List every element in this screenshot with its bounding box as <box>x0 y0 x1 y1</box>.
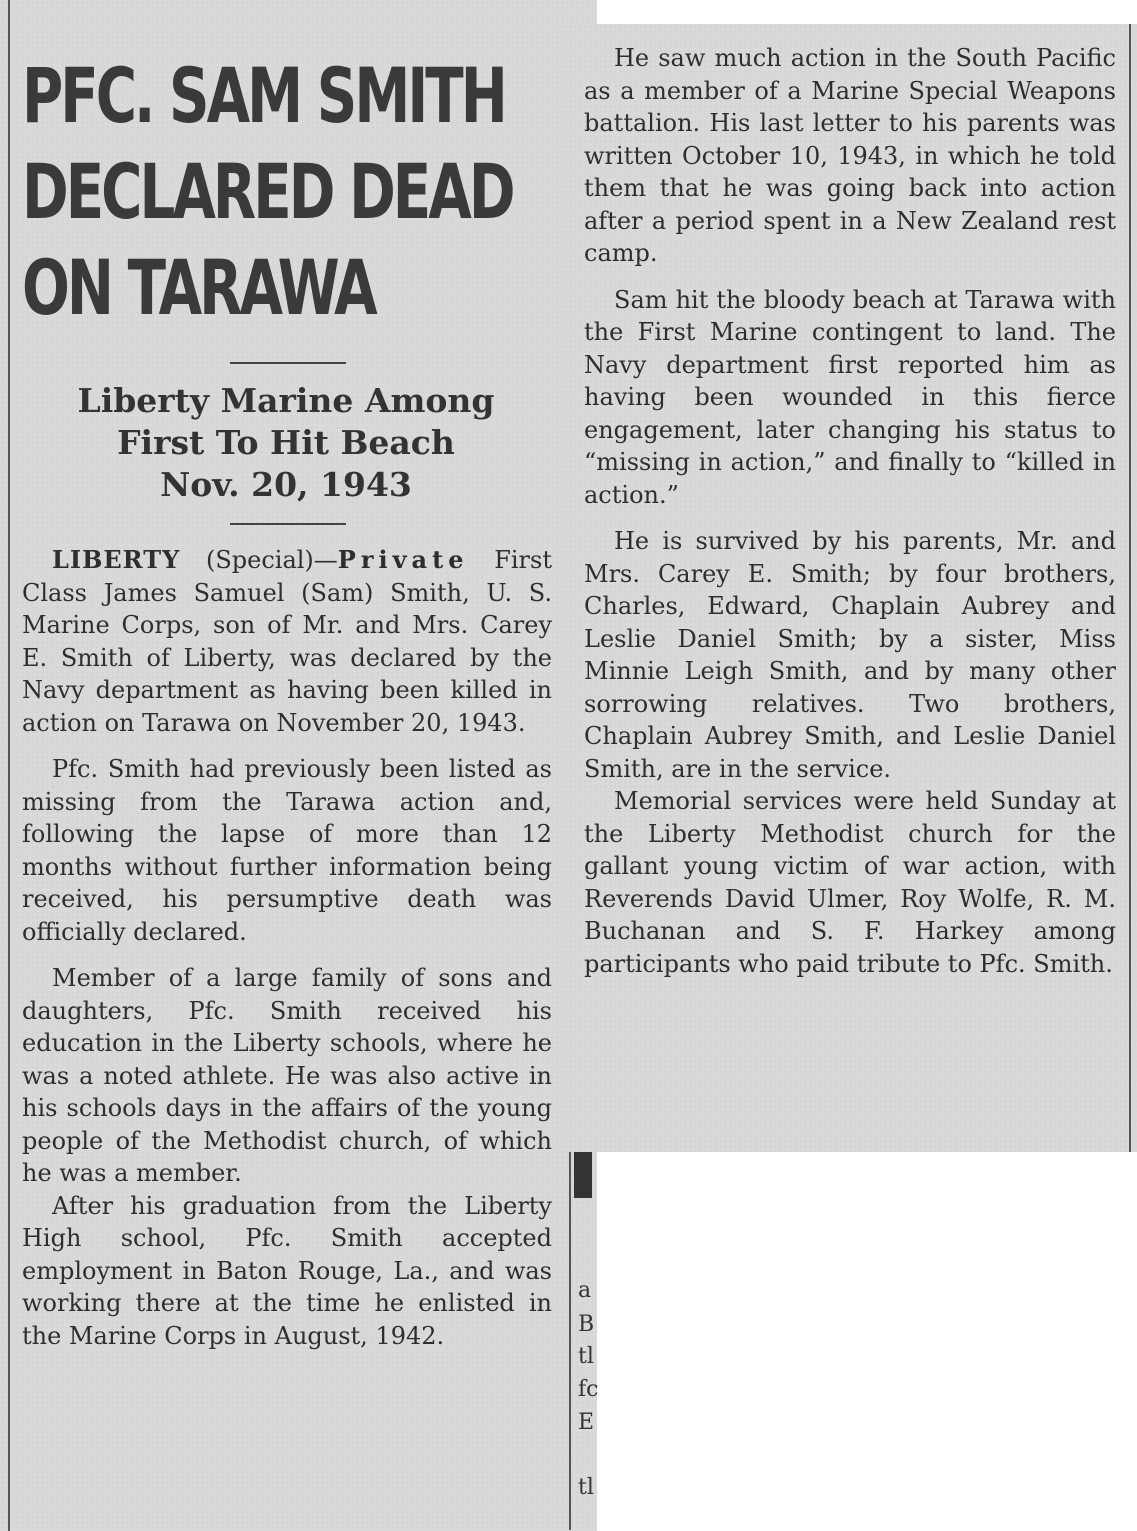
headline <box>22 48 513 336</box>
right-column-body <box>584 42 1116 980</box>
paragraph-left-1: First Class James Samuel (Sam) Smith, U. S. Marine Corps, son of Mr. and Mrs. Carey E. Smith of Liberty, was declared by the Navy department as having been killed in action on Tarawa on November 20, 1943. <box>22 546 552 737</box>
paragraph-left-3: Member of a large family of sons and daughters, Pfc. Smith received his education in the Liberty schools, where he was a noted athlete. He was also active in his schools days in the affairs of the young people of the Methodist church, of which he was a member. <box>22 964 552 1187</box>
subhead-divider <box>230 523 346 525</box>
subheadline-line-1: Liberty Marine Among <box>77 381 495 420</box>
paragraph-right-2: Sam hit the bloody beach at Tarawa with the First Marine contingent to land. The Navy department first reported him as having been wounded in this fierce engagement, later changing his status to “missing in action,” and finally to “killed in action.” <box>584 285 1116 509</box>
right-border-rule <box>1129 24 1131 1152</box>
paragraph-left-4: After his graduation from the Liberty High school, Pfc. Smith accepted employment in Baton Rouge, La., and was working there at the time he enlisted in the Marine Corps in August, 1942. <box>22 1191 552 1350</box>
headline-divider <box>230 362 346 364</box>
adjacent-fragment-1: a <box>578 1278 592 1303</box>
paragraph-left-2: Pfc. Smith had previously been listed as missing from the Tarawa action and, following the lapse of more than 12 months without further information being received, his persumptive death was officially declared. <box>22 755 552 946</box>
headline-line-1: PFC. SAM SMITH <box>22 51 505 140</box>
left-column-body <box>22 544 552 1352</box>
subheadline-line-3: Nov. 20, 1943 <box>160 465 412 504</box>
dateline: LIBERTY <box>52 545 181 574</box>
headline-line-3: ON TARAWA <box>22 243 375 332</box>
adjacent-fragment-3: tl <box>578 1344 594 1369</box>
adjacent-fragment-6: tl <box>578 1475 594 1500</box>
subheadline-line-2: First To Hit Beach <box>117 423 455 462</box>
subheadline <box>18 380 554 506</box>
lead-word: Private <box>337 545 469 574</box>
adjacent-fragment-4: fc <box>578 1377 599 1402</box>
adjacent-article-fragment-letter <box>574 1150 592 1198</box>
headline-line-2: DECLARED DEAD <box>22 147 513 236</box>
dateline-tag: (Special)— <box>205 546 338 574</box>
lead-paragraph <box>22 544 552 739</box>
paragraph-right-1: He saw much action in the South Pacific as a member of a Marine Special Weapons battalion. His last letter to his parents was written October 10, 1943, in which he told them that he was going back into action after a period spent in a New Zealand rest camp. <box>584 44 1116 267</box>
paragraph-right-3: He is survived by his parents, Mr. and Mrs. Carey E. Smith; by four brothers, Charles, Edward, Chaplain Aubrey and Leslie Daniel Smith; by a sister, Miss Minnie Leigh Smith, and by many other sorrowing relatives. Two brothers, Chaplain Aubrey Smith, and Leslie Daniel Smith, are in the service. <box>584 527 1116 783</box>
adjacent-fragment-2: B <box>578 1312 595 1337</box>
left-border-rule <box>8 0 10 1531</box>
paragraph-right-4: Memorial services were held Sunday at the Liberty Methodist church for the gallant young victim of war action, with Reverends David Ulmer, Roy Wolfe, R. M. Buchanan and S. F. Harkey among participants who paid tribute to Pfc. Smith. <box>584 787 1116 978</box>
adjacent-fragment-5: E <box>578 1410 595 1435</box>
